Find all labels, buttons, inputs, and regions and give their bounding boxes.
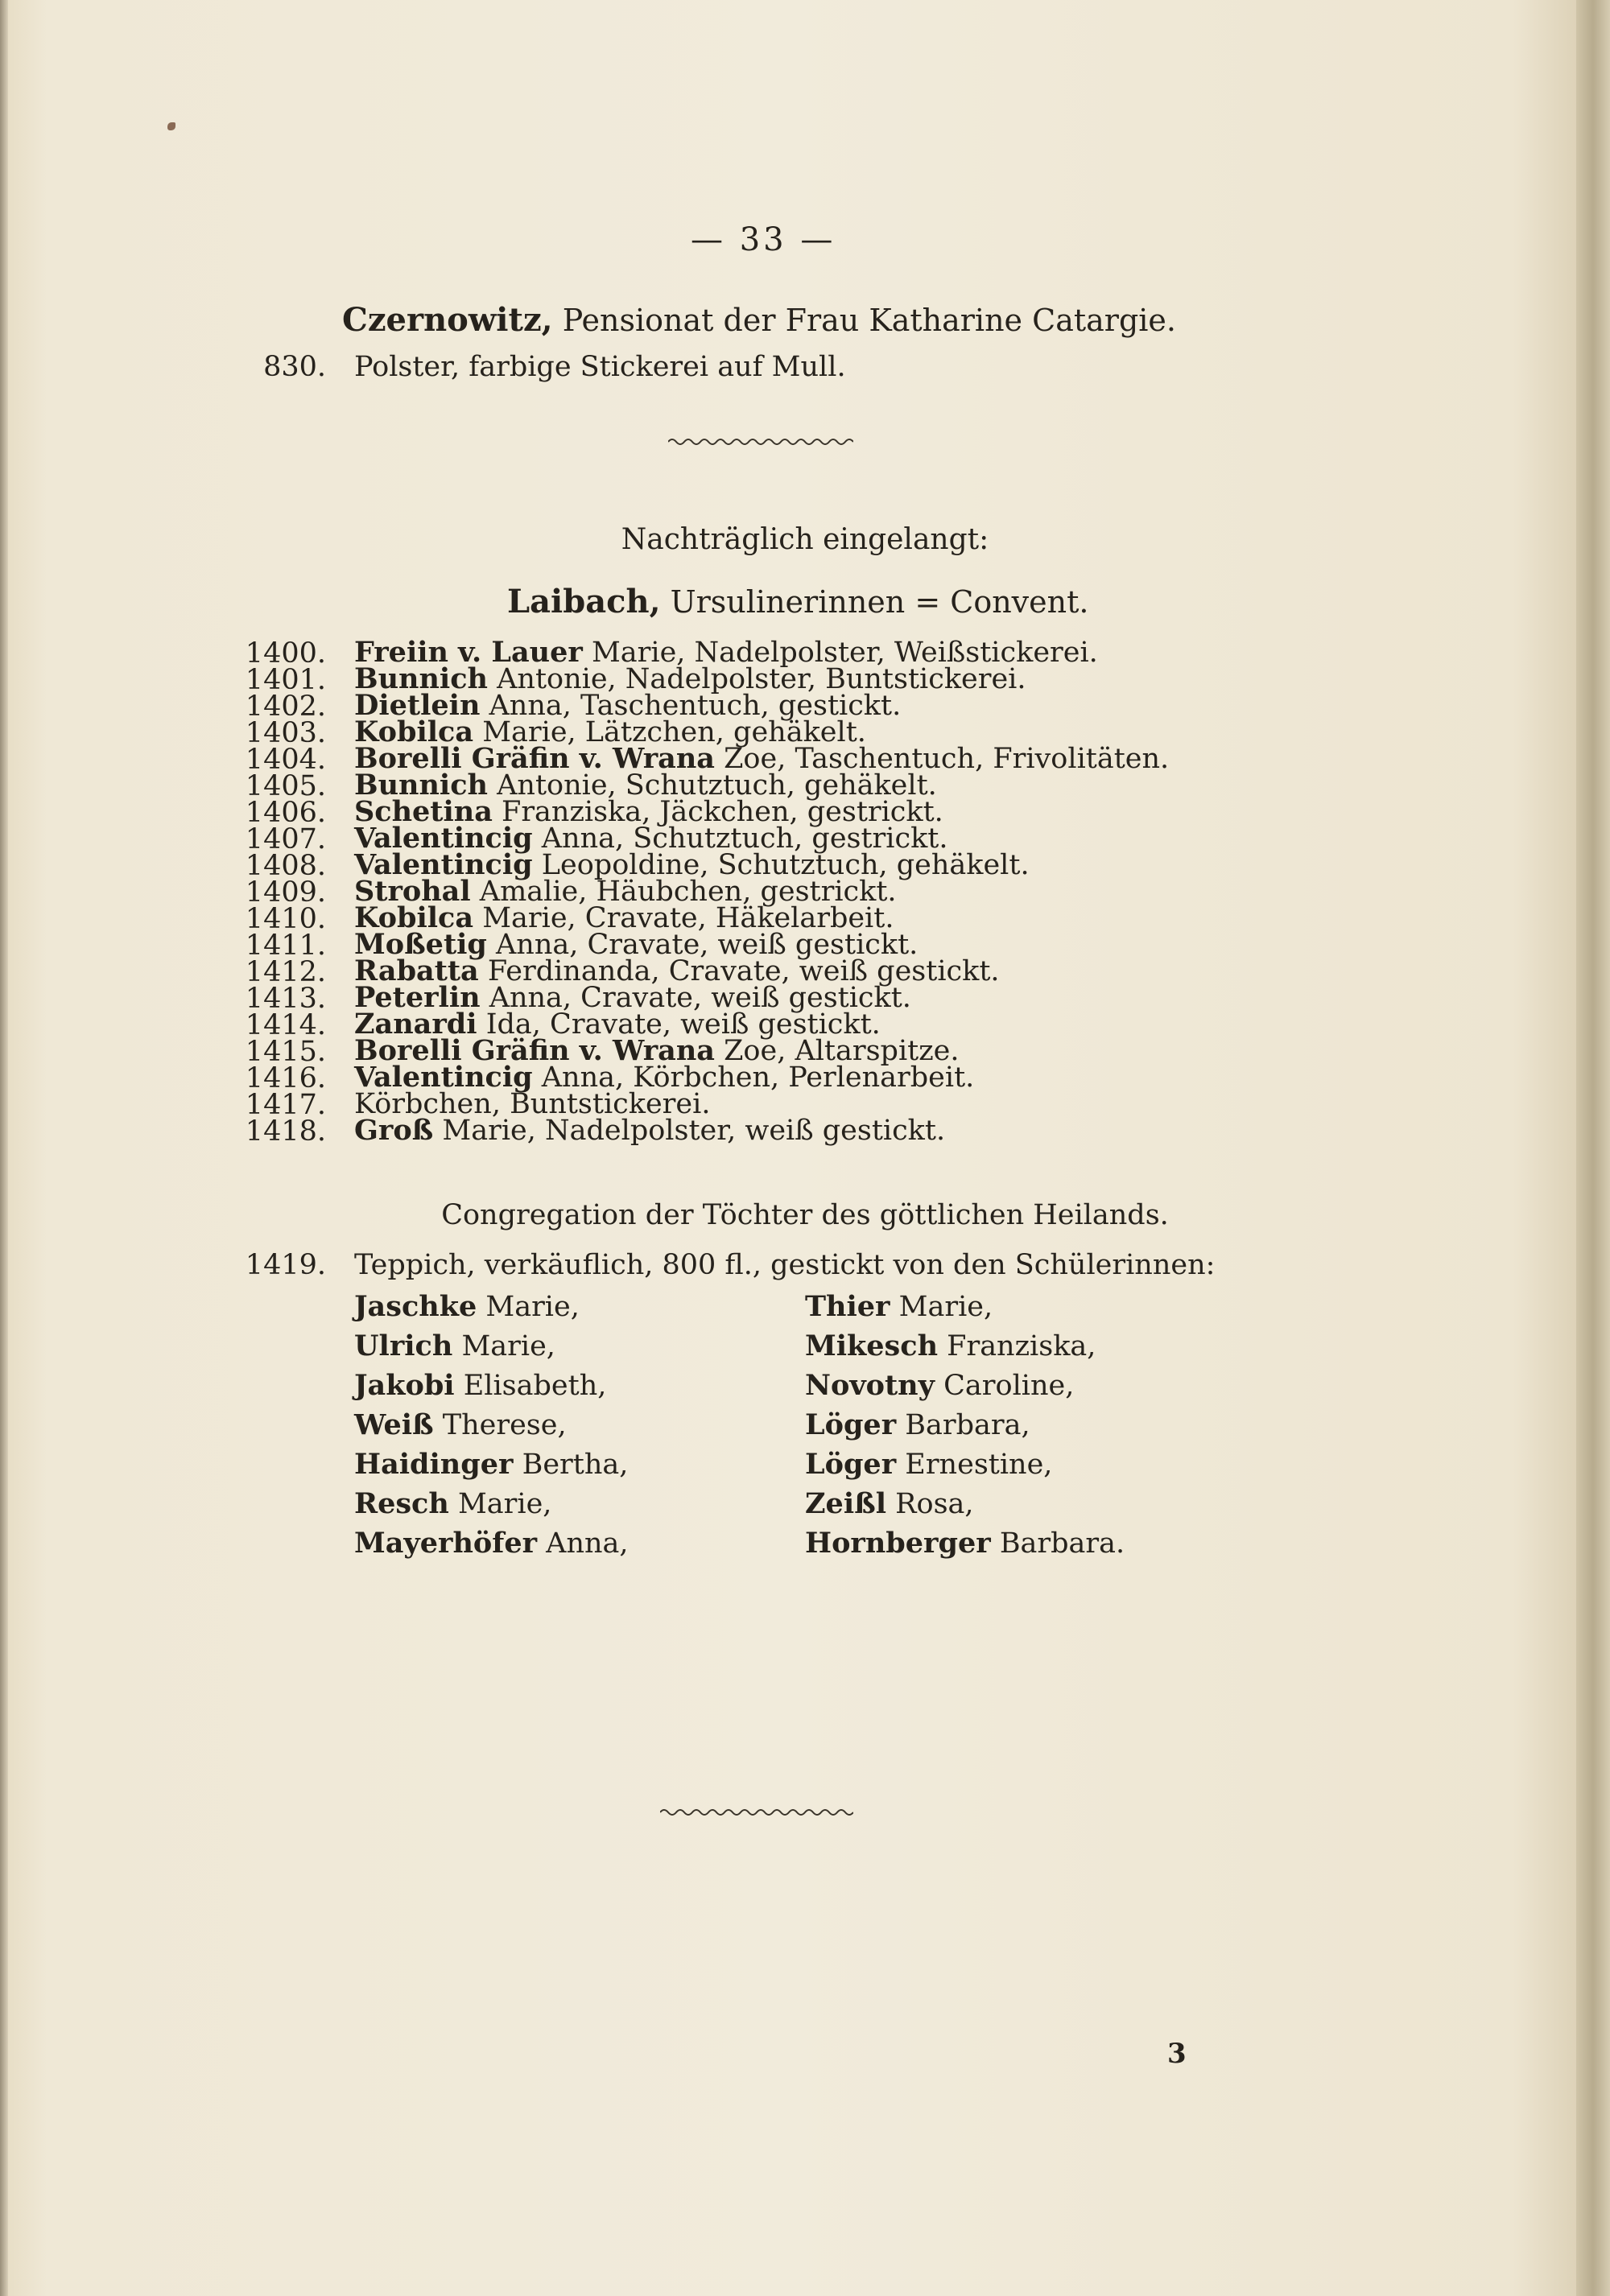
student-name [354, 1290, 580, 1323]
entry-name: Valentincig [354, 822, 533, 855]
entry-detail: Leopoldine, Schutztuch, gehäkelt. [541, 849, 1030, 881]
student-name [805, 1369, 1074, 1402]
signature-mark: 3 [1167, 2038, 1187, 2070]
surname: Resch [354, 1487, 449, 1520]
entry-name: Moßetig [354, 928, 487, 961]
divider-ornament [660, 1807, 853, 1818]
entry-detail: Zoe, Altarspitze. [724, 1035, 960, 1067]
surname: Haidinger [354, 1448, 514, 1481]
entry-text [354, 1114, 945, 1147]
surname: Weiß [354, 1408, 434, 1441]
first-name: Marie, [461, 1330, 555, 1362]
page-edge [1576, 0, 1610, 2296]
entry-number: 1410. [245, 903, 326, 935]
institution: Ursulinerinnen = Convent. [670, 584, 1089, 620]
student-name [354, 1408, 567, 1441]
first-name: Anna, [546, 1527, 629, 1560]
entry-name: Valentincig [354, 848, 533, 881]
first-name: Bertha, [522, 1449, 629, 1481]
entry-number: 1412. [245, 956, 326, 988]
entry-number: 1418. [245, 1115, 326, 1148]
entry-name: Dietlein [354, 689, 481, 722]
entry-number: 1400. [245, 637, 326, 670]
entry-detail: Marie, Nadelpolster, weiß gestickt. [442, 1115, 946, 1147]
entry-detail: Anna, Schutztuch, gestrickt. [541, 822, 948, 855]
student-name [354, 1448, 628, 1481]
entry-number: 1411. [245, 930, 326, 962]
entry-name: Borelli Gräfin v. Wrana [354, 1034, 715, 1067]
place-name: Laibach, [507, 583, 661, 620]
entry-detail: Antonie, Nadelpolster, Buntstickerei. [497, 663, 1026, 695]
entry-number: 1405. [245, 770, 326, 802]
first-name: Barbara. [999, 1527, 1125, 1560]
czernowitz-heading [342, 301, 1176, 339]
entry-name: Schetina [354, 795, 493, 828]
entry-detail: Antonie, Schutztuch, gehäkelt. [497, 769, 937, 802]
entry-detail: Amalie, Häubchen, gestrickt. [479, 876, 897, 908]
surname: Jakobi [354, 1369, 455, 1402]
student-name [354, 1487, 551, 1520]
entry-number: 1401. [245, 664, 326, 696]
surname: Löger [805, 1448, 897, 1481]
entry-name: Valentincig [354, 1061, 533, 1094]
entry-detail: Marie, Nadelpolster, Weißstickerei. [591, 637, 1098, 669]
entry-detail: Marie, Lätzchen, gehäkelt. [482, 716, 866, 748]
entry-number: 1419. [245, 1249, 326, 1281]
first-name: Rosa, [895, 1488, 974, 1520]
student-name [354, 1369, 606, 1402]
entry-number: 1408. [245, 850, 326, 882]
first-name: Franziska, [947, 1330, 1096, 1362]
student-name [805, 1329, 1096, 1362]
first-name: Caroline, [943, 1370, 1075, 1402]
entry-detail: Marie, Cravate, Häkelarbeit. [482, 902, 894, 934]
student-name [354, 1329, 555, 1362]
entry-name: Borelli Gräfin v. Wrana [354, 742, 715, 775]
entry-name: Freiin v. Lauer [354, 636, 583, 669]
surname: Hornberger [805, 1527, 991, 1560]
surname: Mikesch [805, 1329, 939, 1362]
entry-number: 1402. [245, 690, 326, 723]
student-name [805, 1487, 974, 1520]
entry-number: 1413. [245, 983, 326, 1015]
entry-number: 1407. [245, 823, 326, 855]
ink-spot [167, 122, 175, 130]
laibach-heading [507, 583, 1089, 620]
entry-number: 1403. [245, 717, 326, 749]
entry-name: Strohal [354, 875, 471, 908]
institution: Pensionat der Frau Katharine Catargie. [562, 303, 1176, 338]
entry-name: Kobilca [354, 901, 474, 934]
entry-name: Peterlin [354, 981, 481, 1014]
entry-number: 830. [263, 351, 326, 383]
first-name: Therese, [442, 1409, 567, 1441]
first-name: Elisabeth, [463, 1370, 607, 1402]
congregation-heading: Congregation der Töchter des göttlichen Heilands. [441, 1199, 1169, 1231]
entry-detail: Anna, Cravate, weiß gestickt. [489, 982, 911, 1014]
entry-number: 1416. [245, 1062, 326, 1094]
divider-ornament [668, 436, 853, 447]
entry-detail: Ferdinanda, Cravate, weiß gestickt. [487, 955, 1000, 987]
surname: Jaschke [354, 1290, 477, 1323]
entry-detail: Ida, Cravate, weiß gestickt. [485, 1008, 881, 1041]
entry-number: 1414. [245, 1009, 326, 1041]
entry-detail: Körbchen, Buntstickerei. [354, 1088, 711, 1120]
first-name: Barbara, [905, 1409, 1030, 1441]
entry-detail: Franziska, Jäckchen, gestrickt. [502, 796, 943, 828]
page-number: — 33 — [691, 221, 836, 258]
entry-detail: Anna, Taschentuch, gestickt. [489, 690, 902, 722]
first-name: Ernestine, [905, 1449, 1053, 1481]
entry-detail: Anna, Cravate, weiß gestickt. [496, 929, 919, 961]
entry-name: Bunnich [354, 769, 488, 802]
surname: Ulrich [354, 1329, 453, 1362]
entry-text: Polster, farbige Stickerei auf Mull. [354, 351, 846, 383]
entry-name: Kobilca [354, 715, 474, 748]
entry-number: 1415. [245, 1036, 326, 1068]
entry-number: 1409. [245, 876, 326, 909]
first-name: Marie, [457, 1488, 552, 1520]
first-name: Marie, [898, 1291, 993, 1323]
section-heading: Nachträglich eingelangt: [621, 523, 989, 556]
student-name [805, 1448, 1052, 1481]
student-name [805, 1527, 1125, 1560]
entry-number: 1404. [245, 744, 326, 776]
student-name [805, 1290, 993, 1323]
surname: Novotny [805, 1369, 935, 1402]
entry-name: Bunnich [354, 662, 488, 695]
student-name [805, 1408, 1030, 1441]
entry-number: 1406. [245, 797, 326, 829]
entry-name: Groß [354, 1114, 434, 1147]
student-name [354, 1527, 629, 1560]
spine-shadow [0, 0, 8, 2296]
entry-number: 1417. [245, 1089, 326, 1121]
surname: Thier [805, 1290, 890, 1323]
entry-text: Teppich, verkäuflich, 800 fl., gestickt von den Schülerinnen: [354, 1249, 1216, 1281]
surname: Zeißl [805, 1487, 887, 1520]
place-name: Czernowitz, [342, 301, 553, 339]
entry-detail: Anna, Körbchen, Perlenarbeit. [541, 1061, 975, 1094]
first-name: Marie, [485, 1291, 580, 1323]
entry-name: Zanardi [354, 1008, 477, 1041]
entry-detail: Zoe, Taschentuch, Frivolitäten. [724, 743, 1170, 775]
surname: Mayerhöfer [354, 1527, 538, 1560]
entry-name: Rabatta [354, 954, 479, 987]
surname: Löger [805, 1408, 897, 1441]
